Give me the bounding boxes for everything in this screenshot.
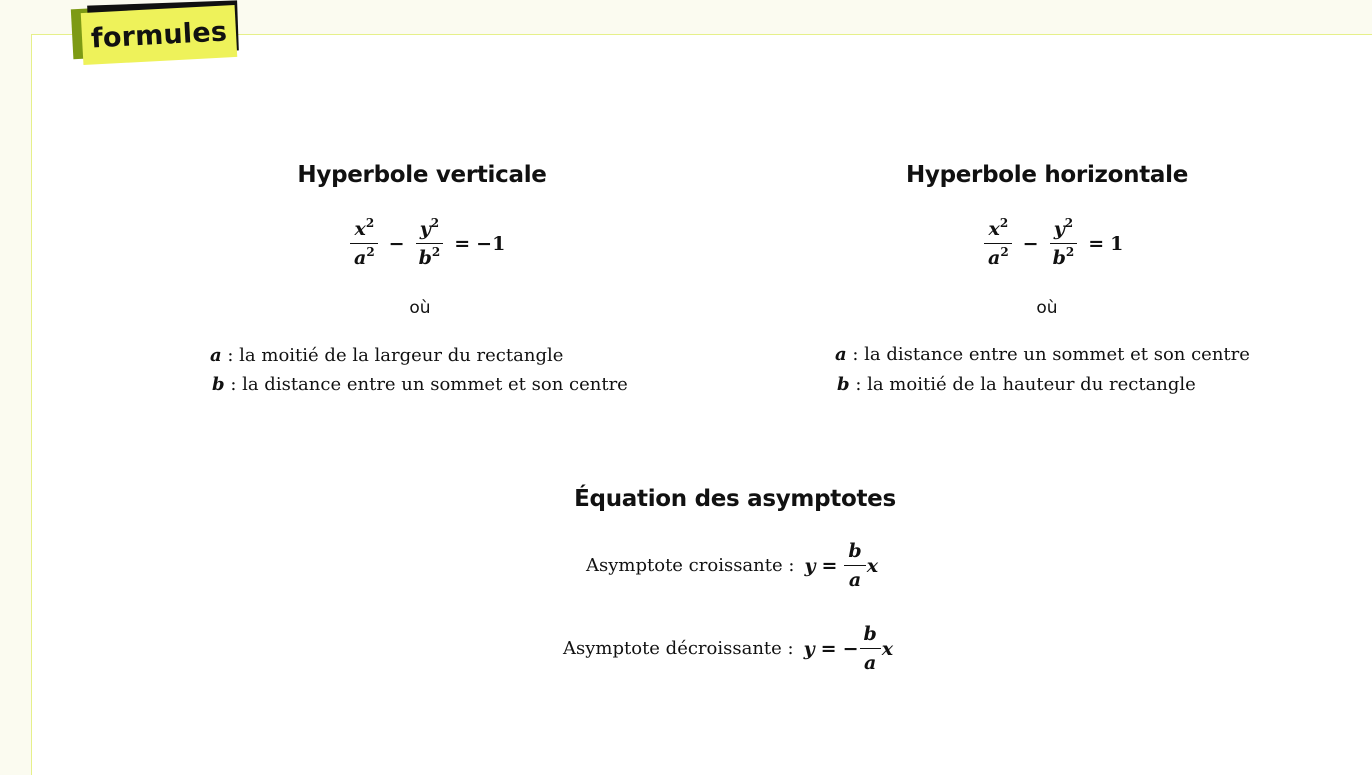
- fraction-y2-b2: $\frac{y^2}{b^2}$: [1049, 218, 1079, 269]
- tag-label: formules: [90, 15, 228, 55]
- vertical-equation: $\frac{x^2}{a^2}$ − $\frac{y^2}{b^2}$ = −1: [346, 218, 505, 269]
- horizontal-ou: où: [1036, 298, 1058, 318]
- asymptote-increasing-label: Asymptote croissante :: [586, 555, 795, 576]
- asymptote-decreasing: [563, 623, 893, 674]
- horizontal-def-b: b : la moitié de la hauteur du rectangle: [837, 374, 1196, 395]
- fraction-y2-b2: $\frac{y^2}{b^2}$: [415, 218, 445, 269]
- fraction-x2-a2: $\frac{x^2}{a^2}$: [984, 218, 1013, 269]
- formules-tag: [70, 3, 242, 67]
- vertical-def-a: a : la moitié de la largeur du rectangle: [210, 345, 564, 366]
- horizontal-equation: $\frac{x^2}{a^2}$ − $\frac{y^2}{b^2}$ = 1: [980, 218, 1123, 269]
- fraction-x2-a2: $\frac{x^2}{a^2}$: [350, 218, 379, 269]
- tag-front: [81, 5, 238, 65]
- vertical-def-b: b : la distance entre un sommet et son centre: [212, 374, 628, 395]
- asymptote-increasing-formula: y = $\frac{b}{a}$ x: [804, 540, 879, 591]
- horizontal-def-a: a : la distance entre un sommet et son centre: [835, 344, 1250, 365]
- asymptote-decreasing-formula: y = − $\frac{b}{a}$ x: [803, 623, 894, 674]
- vertical-title: Hyperbole verticale: [297, 162, 547, 188]
- asymptote-increasing: [586, 540, 878, 591]
- asymptote-decreasing-label: Asymptote décroissante :: [563, 638, 794, 659]
- asymptotes-title: Équation des asymptotes: [574, 486, 896, 512]
- horizontal-title: Hyperbole horizontale: [905, 162, 1189, 188]
- vertical-ou: où: [409, 298, 431, 318]
